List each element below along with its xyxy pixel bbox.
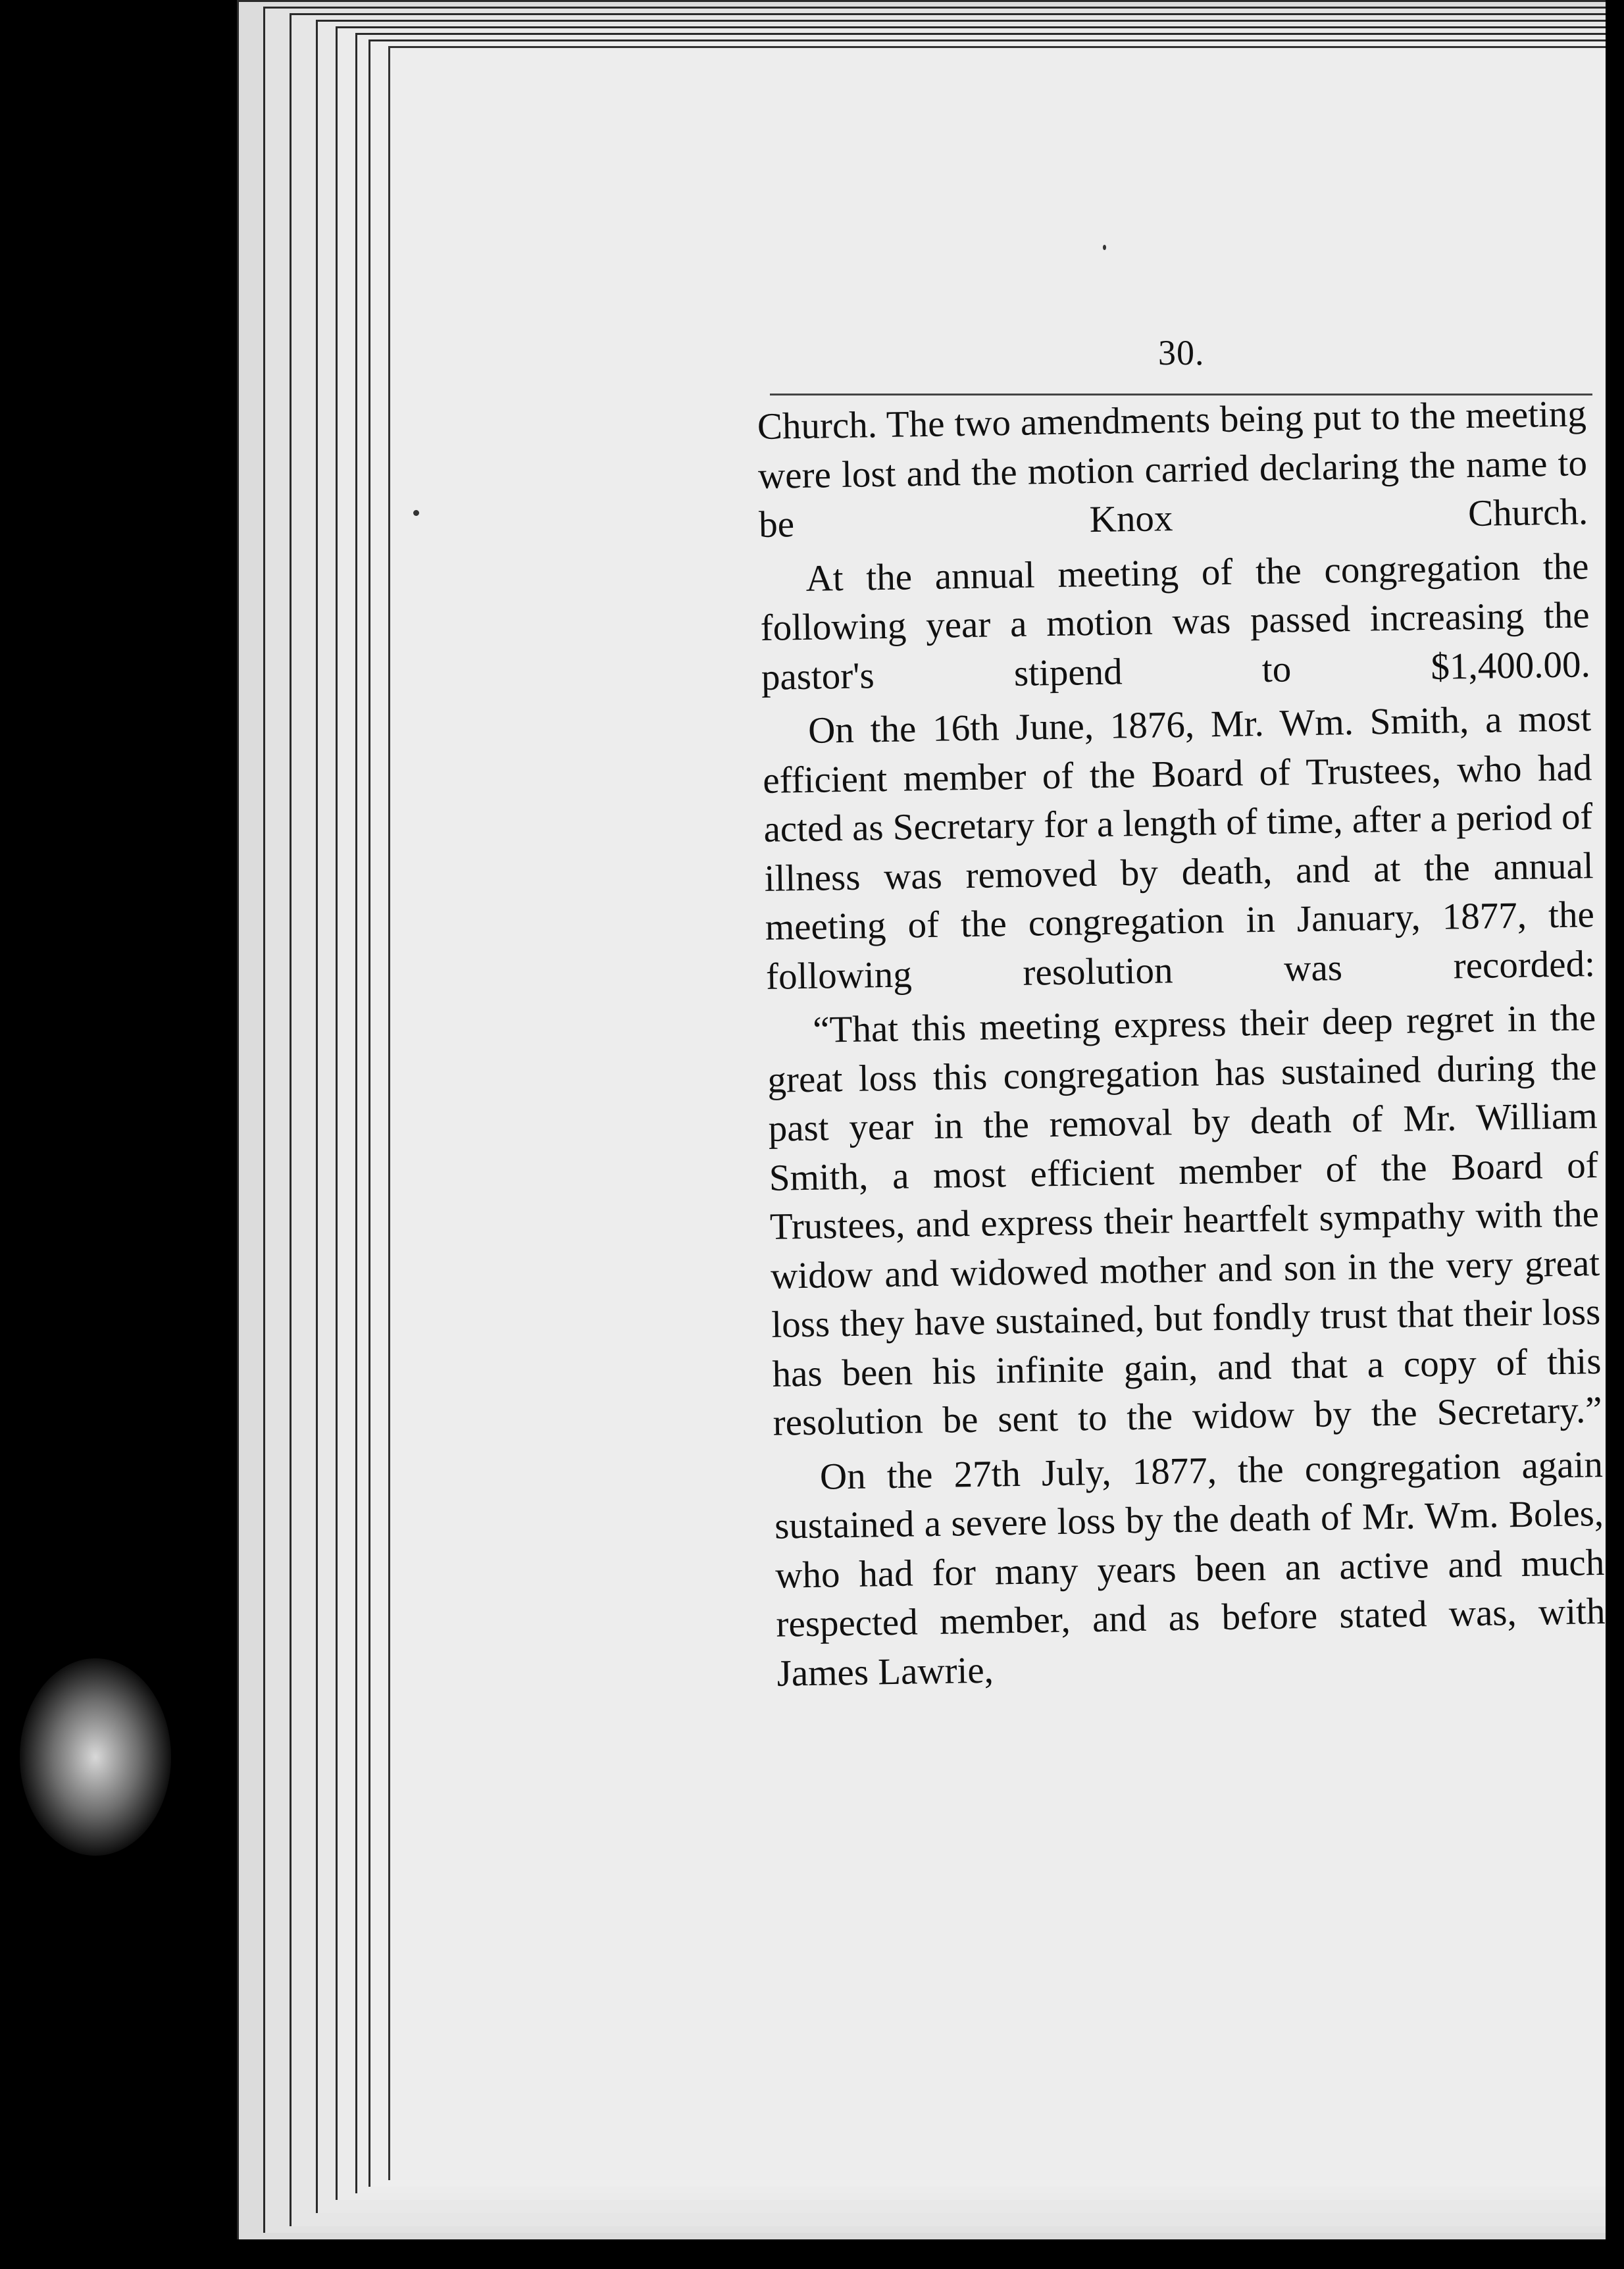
paragraph: At the annual meeting of the congregation the following year a motion was passed increasing the pastor's stipend to $1,400.00. <box>760 545 1591 698</box>
ink-dot <box>1103 245 1106 250</box>
body-text <box>757 375 1606 1704</box>
damage-smudge <box>20 1658 171 1856</box>
paragraph: “That this meeting express their deep regret in the great loss this congregation has sustained during the past year in the removal by death of Mr. William Smith, a most efficient member of the Board of Trustees, and express their heartfelt sympathy with the widow and widowed mother and son in the very great loss they have sustained, but fondly trust that their loss has been his infinite gain, and that a copy of this resolution be sent to the widow by the Secretary.” <box>767 997 1603 1444</box>
page-number: 30. <box>1158 333 1205 372</box>
ink-dot <box>413 510 419 516</box>
paragraph: On the 27th July, 1877, the congregation again sustained a severe loss by the death of Mr. Wm. Boles, who had for many years been an active and much respected member, and as before stated was, with James Lawrie, <box>774 1443 1606 1695</box>
scan-border <box>1606 0 1624 2269</box>
paragraph: Church. The two amendments being put to the meeting were lost and the motion carried declaring the name to be Knox Church. <box>757 393 1588 546</box>
paragraph: On the 16th June, 1876, Mr. Wm. Smith, a most efficient member of the Board of Trustees, who had acted as Secretary for a length of time, after a period of illness was removed by death, and at the annual meeting of the congregation in January, 1877, the following resolution was recorded: <box>762 698 1596 998</box>
